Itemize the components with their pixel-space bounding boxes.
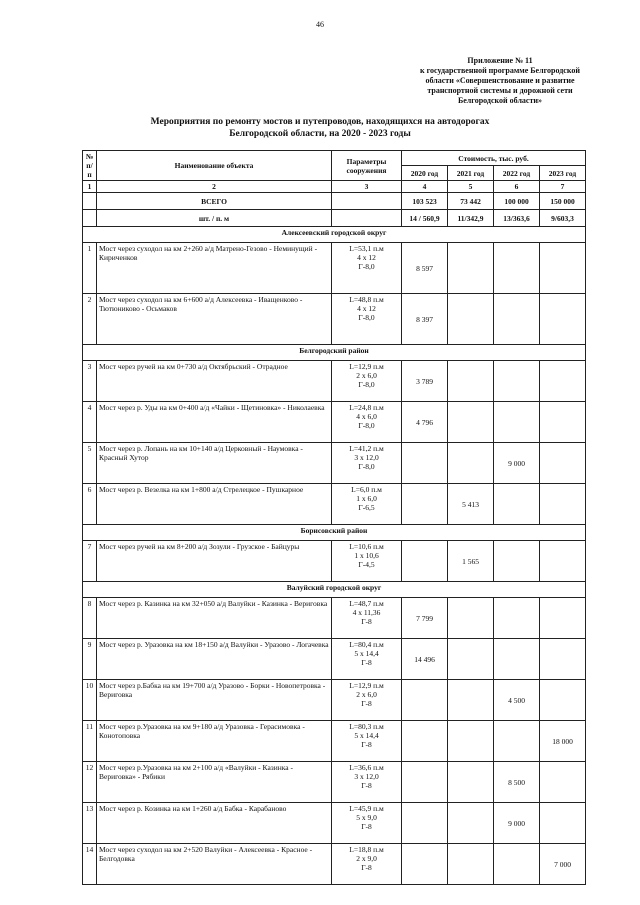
param-line: 3 х 12,0 bbox=[354, 453, 379, 462]
page-number: 46 bbox=[316, 20, 324, 29]
object-name: Мост через ручей на км 0+730 а/д Октябрьский - Отрадное bbox=[97, 361, 332, 402]
cost-cell bbox=[540, 639, 586, 680]
cost-cell bbox=[494, 361, 540, 402]
cost-cell bbox=[540, 294, 586, 345]
table-row bbox=[83, 484, 586, 525]
section-row bbox=[83, 227, 586, 243]
document-title bbox=[120, 116, 520, 140]
object-name: Мост через р.Уразовка на км 2+100 а/д «Валуйки - Казинка - Вериговка» - Рябики bbox=[97, 762, 332, 803]
structure-params bbox=[332, 484, 402, 525]
param-line: L=41,2 п.м bbox=[349, 444, 384, 453]
object-name: Мост через суходол на км 2+520 Валуйки - Алексеевка - Красное - Белгодовка bbox=[97, 844, 332, 885]
row-number: 4 bbox=[83, 402, 97, 443]
row-number: 3 bbox=[83, 361, 97, 402]
cost-cell: 8 597 bbox=[402, 243, 448, 294]
table-row bbox=[83, 721, 586, 762]
cost-cell bbox=[540, 803, 586, 844]
cost-cell: 5 413 bbox=[448, 484, 494, 525]
table-row bbox=[83, 443, 586, 484]
table-row bbox=[83, 243, 586, 294]
cost-cell bbox=[540, 361, 586, 402]
object-name: Мост через р. Везелка на км 1+800 а/д Стрелецкое - Пушкарное bbox=[97, 484, 332, 525]
structure-params bbox=[332, 680, 402, 721]
structure-params bbox=[332, 294, 402, 345]
column-number: 5 bbox=[448, 181, 494, 193]
cost-cell bbox=[540, 402, 586, 443]
units-value: 13/363,6 bbox=[494, 210, 540, 227]
structure-params bbox=[332, 443, 402, 484]
cost-cell bbox=[540, 762, 586, 803]
cost-cell bbox=[494, 541, 540, 582]
cost-cell bbox=[402, 721, 448, 762]
param-line: L=18,8 п.м bbox=[349, 845, 384, 854]
cost-cell bbox=[540, 443, 586, 484]
header-year: 2022 год bbox=[494, 166, 540, 181]
cost-cell bbox=[448, 443, 494, 484]
column-number: 3 bbox=[332, 181, 402, 193]
row-number: 9 bbox=[83, 639, 97, 680]
cost-cell bbox=[494, 402, 540, 443]
table-body bbox=[83, 193, 586, 885]
row-number: 14 bbox=[83, 844, 97, 885]
param-line: L=80,4 п.м bbox=[349, 640, 384, 649]
cost-cell: 7 000 bbox=[540, 844, 586, 885]
table-header bbox=[83, 151, 586, 193]
param-line: 4 х 12 bbox=[357, 253, 376, 262]
section-row bbox=[83, 582, 586, 598]
param-line: 2 х 6,0 bbox=[356, 690, 377, 699]
row-number: 5 bbox=[83, 443, 97, 484]
table-row bbox=[83, 803, 586, 844]
appendix-line: Приложение № 11 bbox=[467, 56, 533, 65]
appendix-line: области «Совершенствование и развитие bbox=[425, 76, 575, 85]
cost-cell bbox=[540, 243, 586, 294]
param-line: Г-8,0 bbox=[358, 421, 375, 430]
total-label: ВСЕГО bbox=[97, 193, 332, 210]
param-line: 1 х 6,0 bbox=[356, 494, 377, 503]
param-line: Г-8 bbox=[361, 822, 372, 831]
section-title: Валуйский городской округ bbox=[83, 582, 586, 598]
total-value: 150 000 bbox=[540, 193, 586, 210]
header-name: Наименование объекта bbox=[97, 151, 332, 181]
cost-cell bbox=[448, 639, 494, 680]
table-row bbox=[83, 639, 586, 680]
row-number: 2 bbox=[83, 294, 97, 345]
structure-params bbox=[332, 361, 402, 402]
param-line: L=48,8 п.м bbox=[349, 295, 384, 304]
section-title: Белгородский район bbox=[83, 345, 586, 361]
cost-cell: 3 789 bbox=[402, 361, 448, 402]
object-name: Мост через р. Козинка на км 1+260 а/д Бабка - Карабаново bbox=[97, 803, 332, 844]
cost-cell bbox=[402, 484, 448, 525]
structure-params bbox=[332, 243, 402, 294]
appendix-line: Белгородской области» bbox=[457, 96, 543, 105]
structure-params bbox=[332, 844, 402, 885]
object-name: Мост через р.Бабка на км 19+700 а/д Уразово - Борки - Новопетровка - Вериговка bbox=[97, 680, 332, 721]
units-value: 14 / 560,9 bbox=[402, 210, 448, 227]
cost-cell bbox=[494, 243, 540, 294]
cost-cell bbox=[402, 803, 448, 844]
param-line: L=6,0 п.м bbox=[351, 485, 382, 494]
column-number: 4 bbox=[402, 181, 448, 193]
table-row bbox=[83, 541, 586, 582]
total-value: 103 523 bbox=[402, 193, 448, 210]
total-value: 73 442 bbox=[448, 193, 494, 210]
param-line: 4 х 11,36 bbox=[352, 608, 381, 617]
param-line: 2 х 9,0 bbox=[356, 854, 377, 863]
param-line: Г-8 bbox=[361, 740, 372, 749]
param-line: L=48,7 п.м bbox=[349, 599, 384, 608]
param-line: Г-8,0 bbox=[358, 313, 375, 322]
cost-cell: 8 500 bbox=[494, 762, 540, 803]
cost-cell bbox=[540, 484, 586, 525]
cost-cell: 1 565 bbox=[448, 541, 494, 582]
section-title: Борисовский район bbox=[83, 525, 586, 541]
total-row bbox=[83, 193, 586, 210]
cost-cell bbox=[540, 598, 586, 639]
cost-cell: 9 000 bbox=[494, 803, 540, 844]
param-line: Г-8,0 bbox=[358, 462, 375, 471]
cost-cell: 7 799 bbox=[402, 598, 448, 639]
table-row bbox=[83, 680, 586, 721]
cost-cell bbox=[540, 541, 586, 582]
object-name: Мост через ручей на км 8+200 а/д Зозули - Грузское - Байцуры bbox=[97, 541, 332, 582]
structure-params bbox=[332, 541, 402, 582]
object-name: Мост через р. Лопань на км 10+140 а/д Церковный - Наумовка - Красный Хутор bbox=[97, 443, 332, 484]
object-name: Мост через р. Уразовка на км 18+150 а/д Валуйки - Уразово - Логачевка bbox=[97, 639, 332, 680]
param-line: 5 х 14,4 bbox=[354, 731, 379, 740]
cost-cell bbox=[494, 294, 540, 345]
object-name: Мост через суходол на км 2+260 а/д Матрено-Гезово - Неминущий - Кириченков bbox=[97, 243, 332, 294]
param-line: L=12,9 п.м bbox=[349, 681, 384, 690]
column-number: 6 bbox=[494, 181, 540, 193]
cost-cell bbox=[448, 294, 494, 345]
cost-cell bbox=[448, 762, 494, 803]
param-line: Г-8 bbox=[361, 863, 372, 872]
cost-cell bbox=[494, 598, 540, 639]
section-row bbox=[83, 345, 586, 361]
param-line: Г-8,0 bbox=[358, 380, 375, 389]
cost-cell bbox=[448, 402, 494, 443]
param-line: 4 х 12 bbox=[357, 304, 376, 313]
row-number: 13 bbox=[83, 803, 97, 844]
header-params: Параметры сооружения bbox=[332, 151, 402, 181]
units-value: 9/603,3 bbox=[540, 210, 586, 227]
cost-cell bbox=[448, 361, 494, 402]
param-line: Г-8 bbox=[361, 781, 372, 790]
column-number: 7 bbox=[540, 181, 586, 193]
param-line: 4 х 6,0 bbox=[356, 412, 377, 421]
structure-params bbox=[332, 598, 402, 639]
cost-cell bbox=[494, 844, 540, 885]
table-row bbox=[83, 598, 586, 639]
cost-cell bbox=[402, 844, 448, 885]
header-year: 2021 год bbox=[448, 166, 494, 181]
structure-params bbox=[332, 721, 402, 762]
row-number: 7 bbox=[83, 541, 97, 582]
table-row bbox=[83, 402, 586, 443]
param-line: 5 х 9,0 bbox=[356, 813, 377, 822]
param-line: L=53,1 п.м bbox=[349, 244, 384, 253]
units-label: шт. / п. м bbox=[97, 210, 332, 227]
cost-cell bbox=[402, 541, 448, 582]
structure-params bbox=[332, 803, 402, 844]
section-row bbox=[83, 525, 586, 541]
appendix-line: к государственной программе Белгородской bbox=[420, 66, 580, 75]
cost-cell: 4 500 bbox=[494, 680, 540, 721]
param-line: Г-8,0 bbox=[358, 262, 375, 271]
param-line: L=45,9 п.м bbox=[349, 804, 384, 813]
table-row bbox=[83, 294, 586, 345]
cost-cell: 8 397 bbox=[402, 294, 448, 345]
cost-cell bbox=[448, 844, 494, 885]
cost-cell: 18 000 bbox=[540, 721, 586, 762]
cost-cell bbox=[448, 803, 494, 844]
param-line: 2 х 6,0 bbox=[356, 371, 377, 380]
cost-cell: 9 000 bbox=[494, 443, 540, 484]
param-line: Г-6,5 bbox=[358, 503, 375, 512]
row-number: 10 bbox=[83, 680, 97, 721]
appendix-line: транспортной системы и дорожной сети bbox=[427, 86, 573, 95]
param-line: Г-4,5 bbox=[358, 560, 375, 569]
object-name: Мост через суходол на км 6+600 а/д Алексеевка - Иващенково - Тютюниково - Осьмаков bbox=[97, 294, 332, 345]
cost-cell bbox=[494, 639, 540, 680]
object-name: Мост через р.Уразовка на км 9+180 а/д Уразовка - Герасимовка - Конотоповка bbox=[97, 721, 332, 762]
cost-cell: 4 796 bbox=[402, 402, 448, 443]
column-number: 1 bbox=[83, 181, 97, 193]
object-name: Мост через р. Казинка на км 32+050 а/д Валуйки - Казинка - Вериговка bbox=[97, 598, 332, 639]
param-line: L=12,9 п.м bbox=[349, 362, 384, 371]
total-value: 100 000 bbox=[494, 193, 540, 210]
appendix-header bbox=[400, 56, 600, 106]
structure-params bbox=[332, 762, 402, 803]
title-line-2: Белгородской области, на 2020 - 2023 годы bbox=[229, 129, 411, 139]
param-line: Г-8 bbox=[361, 658, 372, 667]
structure-params bbox=[332, 639, 402, 680]
cost-cell bbox=[448, 721, 494, 762]
cost-cell bbox=[448, 243, 494, 294]
units-row bbox=[83, 210, 586, 227]
param-line: Г-8 bbox=[361, 699, 372, 708]
bridges-table bbox=[82, 150, 586, 885]
cost-cell bbox=[402, 762, 448, 803]
param-line: Г-8 bbox=[361, 617, 372, 626]
section-title: Алексеевский городской округ bbox=[83, 227, 586, 243]
row-number: 1 bbox=[83, 243, 97, 294]
cost-cell bbox=[448, 598, 494, 639]
param-line: 1 х 10,6 bbox=[354, 551, 379, 560]
cost-cell bbox=[494, 484, 540, 525]
param-line: L=10,6 п.м bbox=[349, 542, 384, 551]
param-line: 5 х 14,4 bbox=[354, 649, 379, 658]
cost-cell: 14 496 bbox=[402, 639, 448, 680]
cost-cell bbox=[402, 680, 448, 721]
table-row bbox=[83, 844, 586, 885]
param-line: L=36,6 п.м bbox=[349, 763, 384, 772]
units-value: 11/342,9 bbox=[448, 210, 494, 227]
row-number: 6 bbox=[83, 484, 97, 525]
cost-cell bbox=[494, 721, 540, 762]
column-number: 2 bbox=[97, 181, 332, 193]
param-line: L=80,3 п.м bbox=[349, 722, 384, 731]
header-year: 2023 год bbox=[540, 166, 586, 181]
row-number: 12 bbox=[83, 762, 97, 803]
cost-cell bbox=[448, 680, 494, 721]
structure-params bbox=[332, 402, 402, 443]
row-number: 11 bbox=[83, 721, 97, 762]
header-cost: Стоимость, тыс. руб. bbox=[402, 151, 586, 166]
cost-cell bbox=[402, 443, 448, 484]
table-row bbox=[83, 762, 586, 803]
cost-cell bbox=[540, 680, 586, 721]
table-row bbox=[83, 361, 586, 402]
object-name: Мост через р. Уды на км 0+400 а/д «Чайки - Щетиновка» - Николаевка bbox=[97, 402, 332, 443]
header-year: 2020 год bbox=[402, 166, 448, 181]
row-number: 8 bbox=[83, 598, 97, 639]
title-line-1: Мероприятия по ремонту мостов и путепроводов, находящихся на автодорогах bbox=[150, 117, 490, 127]
param-line: 3 х 12,0 bbox=[354, 772, 379, 781]
header-num: № п/п bbox=[83, 151, 97, 181]
param-line: L=24,8 п.м bbox=[349, 403, 384, 412]
